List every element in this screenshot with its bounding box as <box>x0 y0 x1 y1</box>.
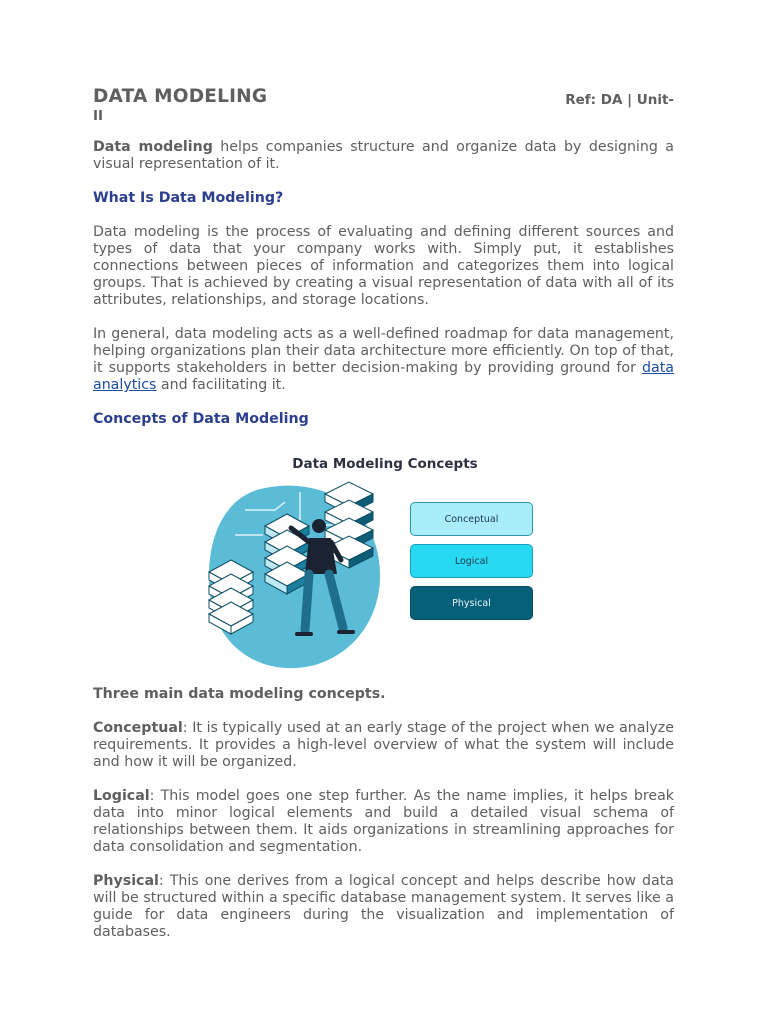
definition-term: Logical <box>93 788 150 804</box>
definition-term: Conceptual <box>93 720 183 736</box>
definition-term: Physical <box>93 873 159 889</box>
paragraph-roadmap <box>93 326 674 394</box>
data-modeling-illustration <box>205 480 405 676</box>
definition-logical <box>93 788 674 856</box>
concepts-figure <box>205 444 535 676</box>
intro-paragraph <box>93 139 674 173</box>
concept-box-physical: Physical <box>410 586 533 620</box>
figure-caption: Three main data modeling concepts. <box>93 686 386 702</box>
data-analytics-link[interactable]: data analytics <box>93 360 674 393</box>
reference-label-continued: II <box>93 108 104 124</box>
definition-text: : It is typically used at an early stage of the project when we analyze requirements. It provides a high-level overview of what the system will include and how it will be organized. <box>93 720 674 770</box>
intro-text: helps companies structure and organize data by designing a visual representation of it. <box>93 139 674 172</box>
definition-text: : This one derives from a logical concept and helps describe how data will be structured within a specific database management system. It serves like a guide for data engineers during the visualization and implementation of databases. <box>93 873 674 940</box>
figure-title: Data Modeling Concepts <box>292 456 478 472</box>
concept-box-conceptual: Conceptual <box>410 502 533 536</box>
paragraph-definition: Data modeling is the process of evaluating and defining different sources and types of data that your company works with. Simply put, it establishes connections between pieces of information and categorizes them into logical groups. That is achieved by creating a visual representation of data with all of its attributes, relationships, and storage locations. <box>93 224 674 308</box>
heading-what-is-data-modeling: What Is Data Modeling? <box>93 190 284 206</box>
paragraph-roadmap-tail: and facilitating it. <box>156 377 286 393</box>
definition-text: : This model goes one step further. As the name implies, it helps break data into minor logical elements and build a detailed visual schema of relationships between them. It aids organizations in streamlining approaches for data consolidation and segmentation. <box>93 788 674 855</box>
intro-bold-term: Data modeling <box>93 139 213 155</box>
concept-box-logical: Logical <box>410 544 533 578</box>
definition-conceptual <box>93 720 674 771</box>
document-title: DATA MODELING <box>93 86 268 107</box>
document-content <box>93 86 674 941</box>
header-row <box>93 86 674 126</box>
heading-concepts: Concepts of Data Modeling <box>93 411 309 427</box>
reference-label: Ref: DA | Unit- <box>565 92 674 108</box>
definition-physical <box>93 873 674 941</box>
paragraph-roadmap-text: In general, data modeling acts as a well-defined roadmap for data management, helping organizations plan their data architecture more efficiently. On top of that, it supports stakeholders in better decision-making by providing ground for <box>93 326 674 376</box>
